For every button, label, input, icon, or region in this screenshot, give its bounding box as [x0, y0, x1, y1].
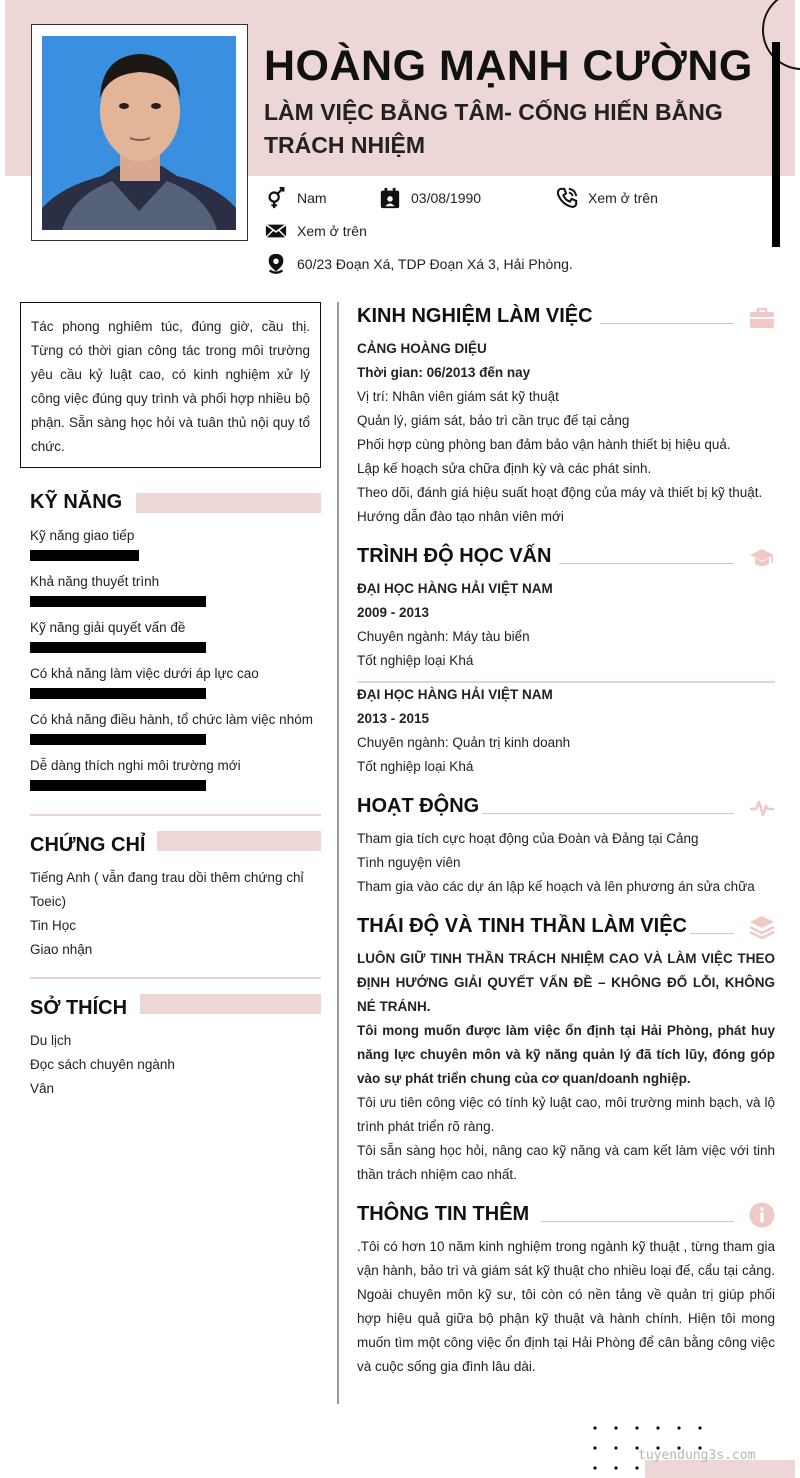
- location-pin-icon: [265, 253, 287, 275]
- school-grade: Tốt nghiệp loại Khá: [357, 759, 474, 774]
- tagline: LÀM VIỆC BẰNG TÂM- CỐNG HIẾN BẰNG TRÁCH NHIỆM: [264, 99, 723, 158]
- hobbies-title: SỞ THÍCH: [30, 997, 128, 1019]
- career-goal: Tôi mong muốn được làm việc ổn định tại Hải Phòng, phát huy năng lực chuyên môn và kỹ năng quản lý đã tích lũy, đóng góp vào sự phát triển chung của cơ quan/doanh nghiệp.: [357, 1023, 775, 1086]
- birthdate-value: 03/08/1990: [411, 190, 482, 206]
- candidate-name: HOÀNG MẠNH CƯỜNG: [264, 42, 753, 90]
- attitude-block: [357, 947, 775, 1187]
- decorative-bar: [772, 42, 780, 247]
- address-value: 60/23 Đoạn Xá, TDP Đoạn Xá 3, Hải Phòng.: [297, 256, 573, 272]
- summary-box: Tác phong nghiêm túc, đúng giờ, cầu thị. Từng có thời gian công tác trong môi trường yêu cầu kỷ luật cao, có kinh nghiệm xử lý công việc đúng quy trình và phối hợp nhiều bộ phận. Sẵn sàng học hỏi và tuân thủ nội quy tổ chức.: [20, 302, 321, 468]
- section-line: [541, 1221, 734, 1222]
- email-info: [265, 220, 367, 242]
- experience-line: Hướng dẫn đào tạo nhân viên mới: [357, 509, 564, 524]
- skill-label: Dễ dàng thích nghi môi trường mới: [30, 758, 241, 773]
- birthdate-info: [379, 187, 481, 209]
- gender-value: Nam: [297, 190, 327, 206]
- section-line: [559, 563, 734, 564]
- skill-level-bar: [30, 550, 139, 561]
- activity-line: Tình nguyện viên: [357, 855, 461, 870]
- experience-line: Vị trí: Nhân viên giám sát kỹ thuật: [357, 389, 559, 404]
- layers-icon: [749, 914, 775, 940]
- school-years: 2013 - 2015: [357, 711, 430, 726]
- experience-block: [357, 337, 775, 529]
- experience-title: KINH NGHIỆM LÀM VIỆC: [357, 305, 593, 327]
- skill-level-bar: [30, 734, 206, 745]
- more-info-title: THÔNG TIN THÊM: [357, 1203, 530, 1225]
- section-line: [690, 933, 734, 934]
- skill-label: Khả năng thuyết trình: [30, 574, 160, 589]
- skills-title: KỸ NĂNG: [30, 491, 123, 513]
- skills-title-bar: [136, 493, 321, 513]
- section-line: [600, 323, 734, 324]
- experience-line: Phối hợp cùng phòng ban đảm bảo vận hành thiết bị hiệu quả.: [357, 437, 731, 452]
- briefcase-icon: [749, 305, 775, 331]
- education-title: TRÌNH ĐỘ HỌC VẤN: [357, 545, 552, 567]
- school-grade: Tốt nghiệp loại Khá: [357, 653, 474, 668]
- certificates-title-bar: [157, 831, 321, 851]
- column-separator: [337, 302, 339, 1404]
- gender-info: [265, 187, 327, 209]
- phone-icon: [556, 187, 578, 209]
- skill-label: Kỹ năng giải quyết vấn đề: [30, 620, 186, 635]
- hobbies-list: [30, 1029, 322, 1101]
- gender-icon: [265, 187, 287, 209]
- certificate-item: Tin Học: [30, 918, 77, 933]
- attitude-title: THÁI ĐỘ VÀ TINH THẦN LÀM VIỆC: [357, 915, 687, 937]
- skill-label: Kỹ năng giao tiếp: [30, 528, 135, 543]
- activities-title: HOẠT ĐỘNG: [357, 795, 480, 817]
- activities-block: [357, 827, 775, 899]
- skill-level-bar: [30, 596, 206, 607]
- certificate-item: Giao nhận: [30, 942, 93, 957]
- section-line: [482, 813, 734, 814]
- hobby-item: Vân: [30, 1081, 55, 1096]
- skill-level-bar: [30, 780, 206, 791]
- hobby-item: Đọc sách chuyên ngành: [30, 1057, 175, 1072]
- email-value: Xem ở trên: [297, 223, 367, 239]
- education-entry: [357, 683, 775, 779]
- certificates-title: CHỨNG CHỈ: [30, 834, 146, 856]
- skill-label: Có khả năng làm việc dưới áp lực cao: [30, 666, 259, 681]
- experience-line: Lập kế hoạch sửa chữa định kỳ và các phát sinh.: [357, 461, 652, 476]
- hobby-item: Du lịch: [30, 1033, 72, 1048]
- address-info: [265, 253, 573, 275]
- divider: [30, 814, 321, 816]
- school-name: ĐẠI HỌC HÀNG HẢI VIỆT NAM: [357, 581, 553, 596]
- avatar: [42, 36, 236, 230]
- watermark: tuyendung3s.com: [638, 1448, 756, 1463]
- phone-info: [556, 187, 658, 209]
- phone-value: Xem ở trên: [588, 190, 658, 206]
- graduation-cap-icon: [749, 545, 775, 571]
- school-years: 2009 - 2013: [357, 605, 430, 620]
- experience-line: Theo dõi, đánh giá hiệu suất hoạt động của máy và thiết bị kỹ thuật.: [357, 485, 763, 500]
- divider: [30, 977, 321, 979]
- pulse-icon: [749, 795, 775, 821]
- company-name: CẢNG HOÀNG DIỆU: [357, 341, 487, 356]
- certificate-item: Tiếng Anh ( vẫn đang trau dồi thêm chứng chỉ Toeic): [30, 870, 304, 909]
- experience-line: Quản lý, giám sát, bảo trì cần trục đế tại cảng: [357, 413, 630, 428]
- attitude-motto: LUÔN GIỮ TINH THẦN TRÁCH NHIỆM CAO VÀ LÀM VIỆC THEO ĐỊNH HƯỚNG GIẢI QUYẾT VẤN ĐỀ – KHÔNG ĐỔ LỖI, KHÔNG NÉ TRÁNH.: [357, 951, 775, 1014]
- skill-label: Có khả năng điều hành, tổ chức làm việc nhóm: [30, 712, 313, 727]
- hobbies-title-bar: [140, 994, 321, 1014]
- school-name: ĐẠI HỌC HÀNG HẢI VIỆT NAM: [357, 687, 553, 702]
- skill-level-bar: [30, 642, 206, 653]
- school-major: Chuyên ngành: Máy tàu biển: [357, 629, 530, 644]
- mail-icon: [265, 220, 287, 242]
- attitude-paragraph: Tôi ưu tiên công việc có tính kỷ luật cao, môi trường minh bạch, và lộ trình phát triển rõ ràng.: [357, 1095, 775, 1134]
- more-info-text: .Tôi có hơn 10 năm kinh nghiệm trong ngành kỹ thuật , từng tham gia vận hành, bảo trì và giám sát kỹ thuật cho nhiều loại đế, cẩu tại cảng. Ngoài chuyên môn kỹ sư, tôi còn có nền tảng về quản trị giúp phối hợp hiệu quả giữa bộ phận kỹ thuật và hành chính. Hiện tôi mong muốn tìm một công việc ổn định tại Hải Phòng để cân bằng công việc và cuộc sống gia đình lâu dài.: [357, 1239, 775, 1374]
- certificates-list: [30, 866, 322, 962]
- calendar-icon: [379, 187, 401, 209]
- education-entry: [357, 577, 775, 673]
- skill-level-bar: [30, 688, 206, 699]
- activity-line: Tham gia vào các dự án lập kế hoạch và lên phương án sửa chữa: [357, 879, 755, 894]
- activity-line: Tham gia tích cực hoạt động của Đoàn và Đảng tại Cảng: [357, 831, 699, 846]
- school-major: Chuyên ngành: Quản trị kinh doanh: [357, 735, 571, 750]
- attitude-paragraph: Tôi sẵn sàng học hỏi, nâng cao kỹ năng và cam kết làm việc với tinh thần trách nhiệm cao nhất.: [357, 1143, 775, 1182]
- work-period: Thời gian: 06/2013 đến nay: [357, 365, 531, 380]
- info-icon: [749, 1202, 775, 1228]
